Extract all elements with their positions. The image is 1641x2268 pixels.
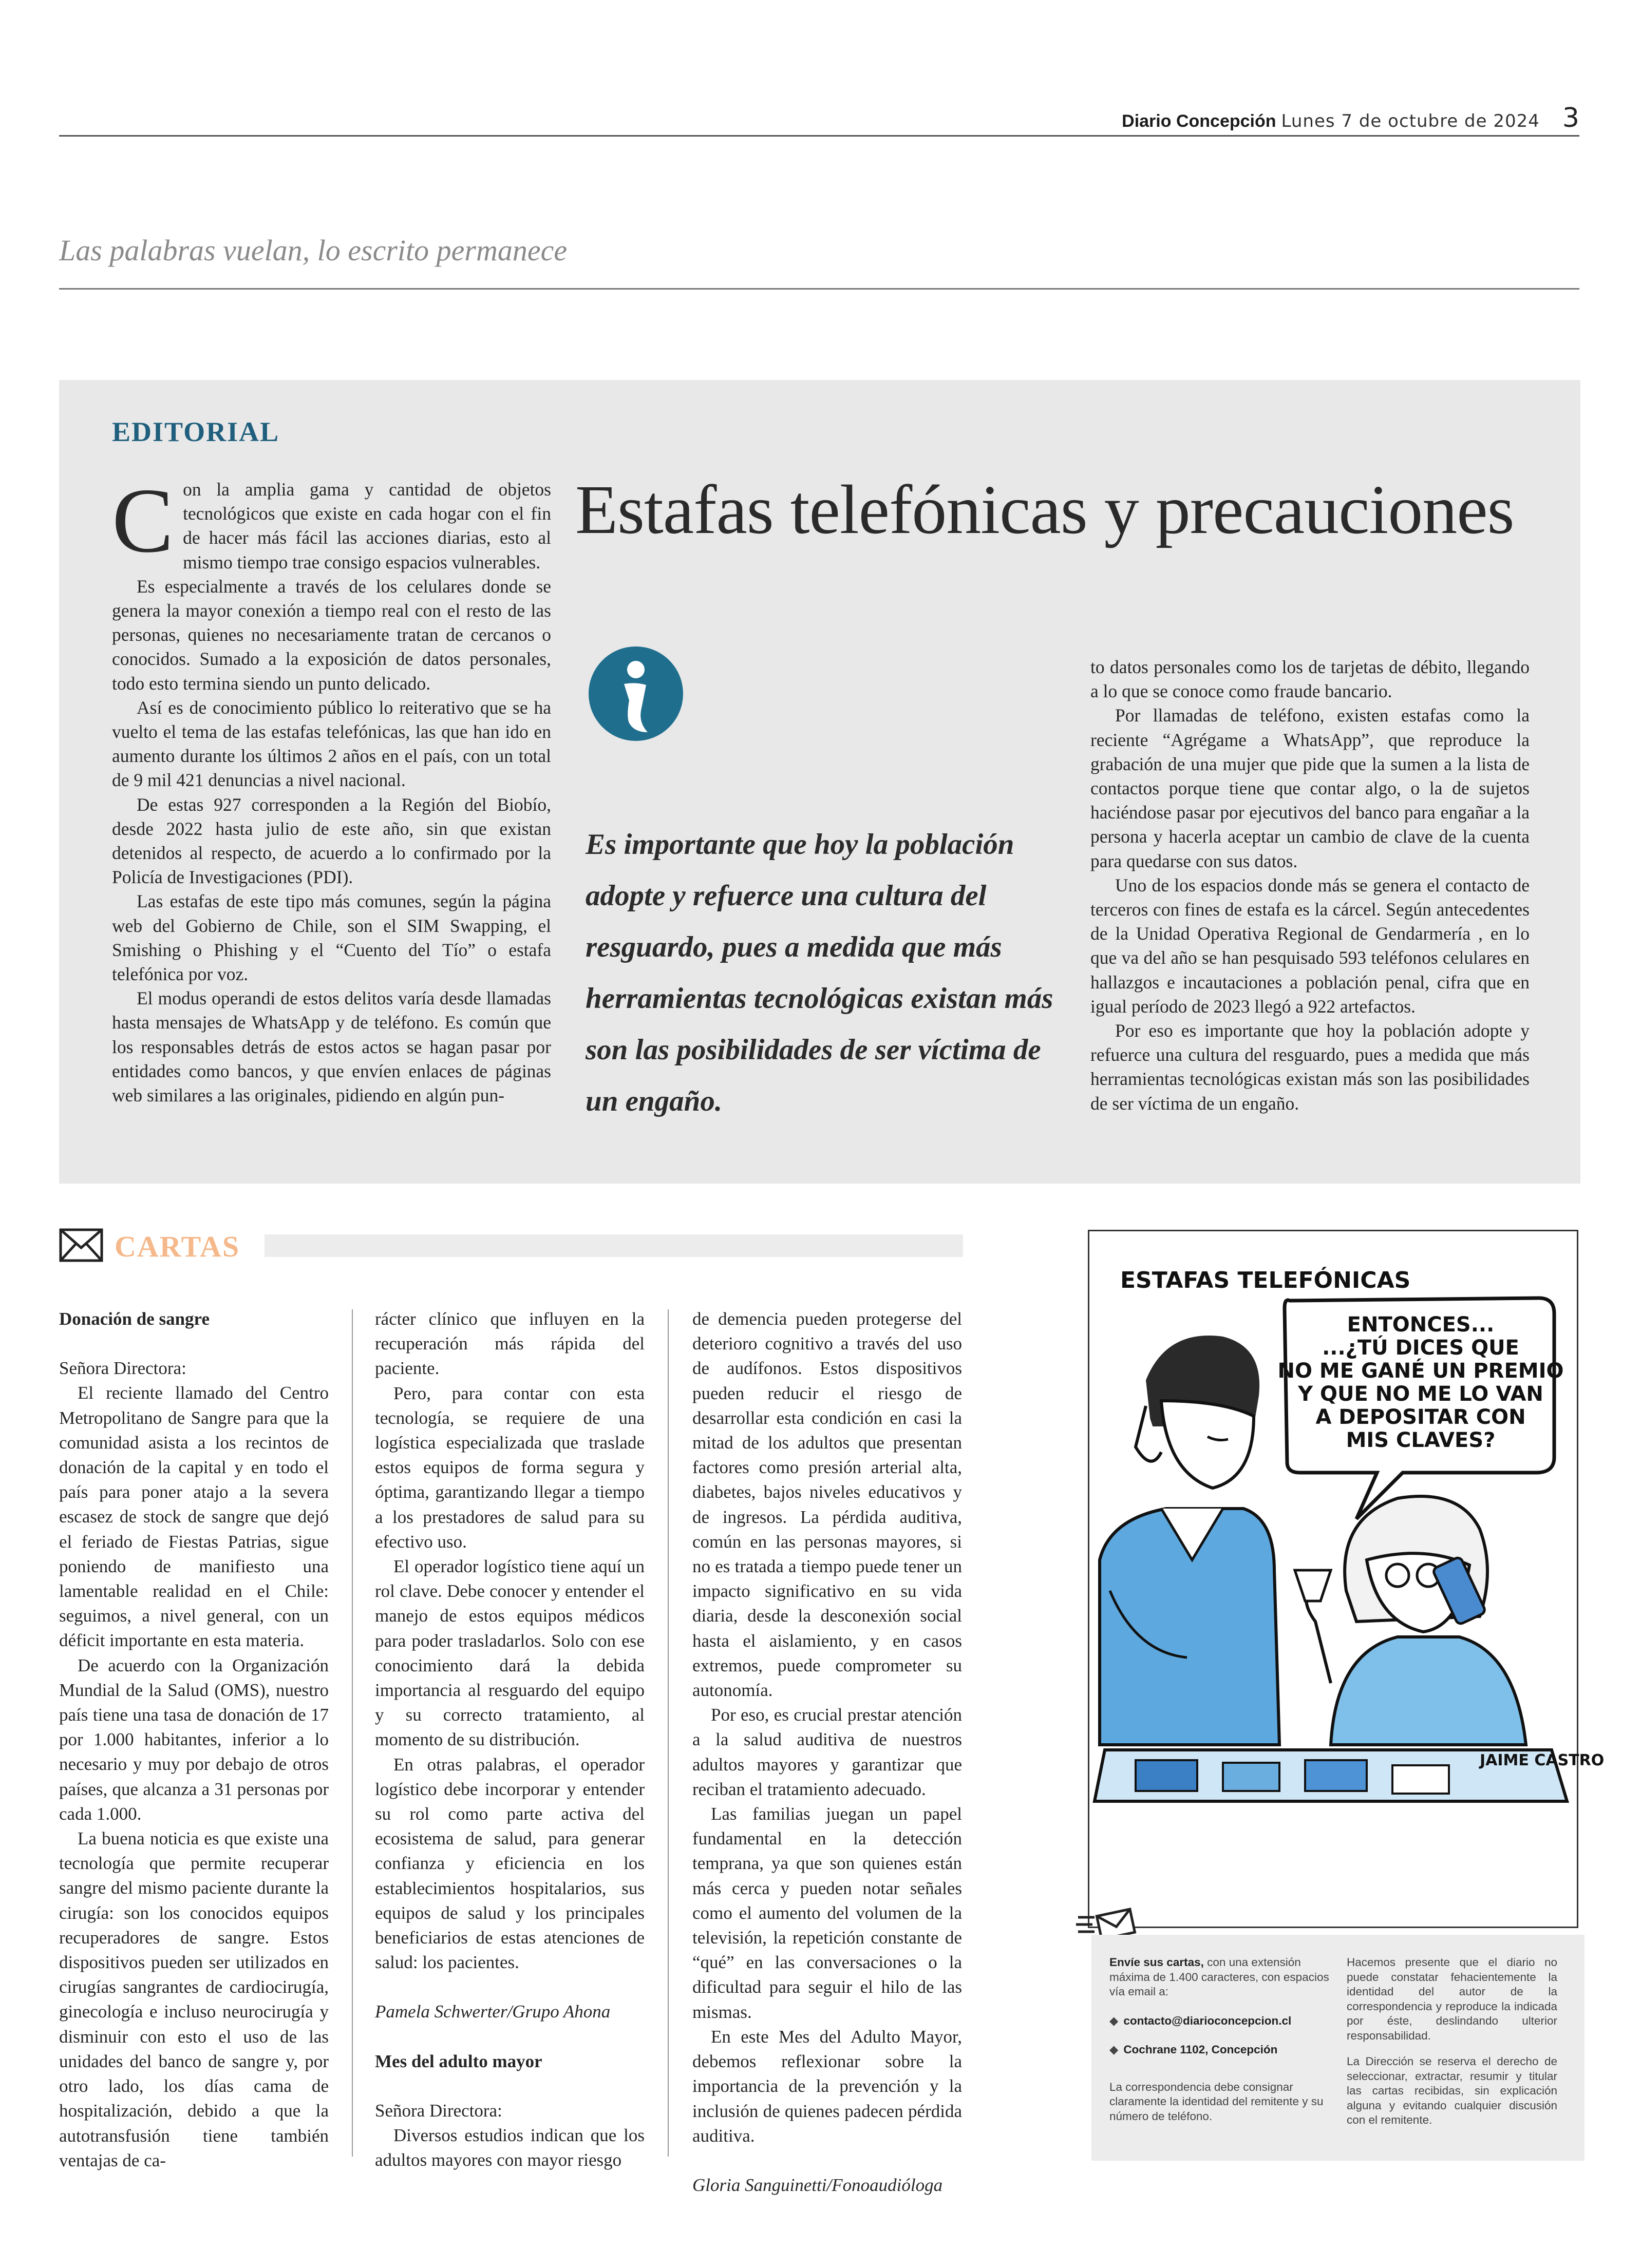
address-item <box>1109 2043 1330 2057</box>
correspondence-note: La correspondencia debe consignar claramente la identidad del remitente y su número de teléfono. <box>1109 2080 1324 2123</box>
send-label: Envíe sus cartas, <box>1109 1956 1204 1969</box>
editorial-column-3 <box>1090 655 1530 1116</box>
letter-paragraph: En este Mes del Adulto Mayor, debemos reflexionar sobre la importancia de la prevención y la inclusión de quienes padecen pérdida auditiva. <box>692 2026 962 2146</box>
diamond-bullet-icon: ◆ <box>1109 2014 1119 2027</box>
drop-cap: C <box>112 469 174 571</box>
issue-date: Lunes 7 de octubre de 2024 <box>1281 111 1540 131</box>
cartas-header <box>59 1227 963 1263</box>
letter-title: Mes del adulto mayor <box>375 2051 542 2071</box>
letter-paragraph: rácter clínico que influyen en la recuperación más rápida del paciente. <box>375 1309 645 1379</box>
editorial-paragraph <box>112 469 551 575</box>
email-item <box>1109 2014 1330 2029</box>
speech-line: ...¿TÚ DICES QUE <box>1322 1336 1519 1360</box>
editorial-label: EDITORIAL <box>112 416 280 447</box>
letter-salutation: Señora Directora: <box>375 2100 502 2121</box>
column-divider <box>668 1309 669 2157</box>
send-text: con una extensión máxima de 1.400 caracteres, con espacios vía email a: <box>1109 1956 1329 1998</box>
letters-info-right <box>1347 1955 1557 2128</box>
editorial-paragraph: Las estafas de este tipo más comunes, según la página web del Gobierno de Chile, son el SIM Swapping, el Smishing o Phishing y el “Cuento del Tío” o estafa telefónica por voz. <box>112 891 551 985</box>
letter-salutation: Señora Directora: <box>59 1358 186 1379</box>
cartoon-title: ESTAFAS TELEFÓNICAS <box>1120 1267 1411 1293</box>
letter-paragraph: Pero, para contar con esta tecnología, se requiere de una logística especializada que traslade estos equipos de forma segura y óptima, garantizando llegar a tiempo a los prestadores de salud para su efectivo uso. <box>375 1383 645 1552</box>
letter-paragraph: de demencia pueden protegerse del deterioro cognitivo a través del uso de audífonos. Estos dispositivos pueden reducir el riesgo de desarrollar esta condición en casi la mitad de los adultos que presentan factores como presión arterial alta, diabetes, bajos niveles educativos y de ingresos. La pérdida auditiva, común en las personas mayores, si no es tratada a tiempo puede tener un impacto significativo en su vida diaria, desde la desconexión social hasta el aislamiento, y en casos extremos, puede comprometer su autonomía. <box>692 1309 962 1701</box>
letter-signature: Gloria Sanguinetti/Fonoaudióloga <box>692 2175 943 2195</box>
letters-info-left <box>1109 1955 1330 2124</box>
disclaimer-text: Hacemos presente que el diario no puede constatar fehacientemente la identidad del autor de la correspondencia y reproduce la indicada por éste, deslindando ulterior responsabilidad. <box>1347 1956 1557 2042</box>
cartas-header-bar <box>265 1234 963 1257</box>
letter-paragraph: Por eso, es crucial prestar atención a la salud auditiva de nuestros adultos mayores y garantizar que reciban el tratamiento adecuado. <box>692 1705 962 1799</box>
info-icon <box>588 646 684 741</box>
letters-column-2 <box>375 1307 645 2173</box>
masthead-info <box>1122 103 1579 134</box>
speech-line: Y QUE NO ME LO VAN <box>1298 1382 1543 1406</box>
letters-column-3 <box>692 1307 962 2198</box>
letter-paragraph: De acuerdo con la Organización Mundial de la Salud (OMS), nuestro país tiene una tasa de donación de 17 por 1.000 habitantes, inferior a lo necesario y muy por debajo de otros países, que alcanza a 31 personas por cada 1.000. <box>59 1655 329 1824</box>
editorial-first-text: on la amplia gama y cantidad de objetos tecnológicos que existe en cada hogar con el fin de hacer más fácil las acciones diarias, esto al mismo tiempo trae consigo espacios vulnerables. <box>183 479 551 573</box>
letter-paragraph: En otras palabras, el operador logístico debe incorporar y entender su rol como parte activa del ecosistema de salud, para generar confianza y eficiencia en los establecimientos hospitalarios, sus equipos de salud y los principales beneficiarios de estas atenciones de salud: los pacientes. <box>375 1754 645 1973</box>
editorial-column-1 <box>112 469 551 1108</box>
young-man-figure <box>1100 1336 1279 1745</box>
older-woman-figure <box>1295 1496 1526 1745</box>
send-instructions <box>1109 1955 1330 1999</box>
editorial-paragraph: De estas 927 corresponden a la Región del Biobío, desde 2022 hasta julio de este año, sin que existan detenidos al respecto, de acuerdo a lo confirmado por la Policía de Investigaciones (PDI). <box>112 794 551 888</box>
cartas-title: CARTAS <box>115 1230 240 1263</box>
speech-line: ENTONCES... <box>1347 1313 1495 1337</box>
letter-paragraph: El operador logístico tiene aquí un rol clave. Debe conocer y entender el manejo de estos equipos médicos para poder trasladarlos. Solo con ese conocimiento dará la debida importancia al resguardo del equipo y su correcto tratamiento, al momento de su distribución. <box>375 1556 645 1750</box>
rights-text: La Dirección se reserva el derecho de seleccionar, extractar, resumir y titular las cartas recibidas, sin explicación alguna y evitando cualquier discusión con el remitente. <box>1347 2055 1557 2126</box>
tagline-text: Las palabras vuelan, lo escrito permanece <box>59 234 568 267</box>
letter-paragraph: La buena noticia es que existe una tecnología que permite recuperar sangre del mismo paciente durante la cirugía: son los conocidos equipos recuperadores de sangre. Estos dispositivos pueden ser utilizados en cirugías sangrantes de cardiocirugía, ginecología e incluso neurocirugía y disminuir con esto el uso de las unidades del banco de sangre y, por otro lado, los días cama de hospitalización, debido a que la autotransfusión tiene también ventajas de ca- <box>59 1828 329 2170</box>
contact-email[interactable]: contacto@diarioconcepcion.cl <box>1123 2014 1292 2027</box>
letter-title: Donación de sangre <box>59 1309 210 1329</box>
letter-signature: Pamela Schwerter/Grupo Ahona <box>375 2002 611 2022</box>
editorial-pull-quote: Es importante que hoy la población adopte y refuerce una cultura del resguardo, pues a medida que más herramientas tecnológicas existan más son las posibilidades de ser víctima de un engaño. <box>586 828 1053 1117</box>
editorial-paragraph: Es especialmente a través de los celulares donde se genera la mayor conexión a tiempo real con el resto de las personas, quienes no necesariamente tratan de cercanos o conocidos. Sumado a la exposición de datos personales, todo esto termina siendo un punto delicado. <box>112 576 551 694</box>
cartoon-illustration <box>1089 1231 1605 1930</box>
page-number: 3 <box>1562 103 1579 134</box>
letter-paragraph: Las familias juegan un papel fundamental en la detección temprana, ya que son quienes están más cerca y pueden notar señales como el aumento del volumen de la televisión, la repetición constante de “qué” en las conversaciones o la dificultad para seguir el hilo de las mismas. <box>692 1804 962 2022</box>
letter-paragraph: Diversos estudios indican que los adultos mayores con mayor riesgo <box>375 2125 645 2170</box>
cartoon-panel <box>1088 1230 1605 1928</box>
envelope-icon <box>59 1228 103 1262</box>
cartoonist-signature: JAIME CASTRO <box>1480 1751 1605 1769</box>
editorial-paragraph: Así es de conocimiento público lo reiterativo que se ha vuelto el tema de las estafas telefónicas, las que han ido en aumento durante los últimos 2 años en el país, con un total de 9 mil 421 denuncias a nivel nacional. <box>112 697 551 791</box>
masthead <box>59 103 1579 137</box>
editorial-headline: Estafas telefónicas y precauciones <box>575 471 1514 548</box>
letter-paragraph: El reciente llamado del Centro Metropolitano de Sangre para que la comunidad asista a los recintos de donación de la capital y en todo el país para poner atajo a la severa escasez de stock de sangre que dejó el feriado de Fiestas Patrias, sigue poniendo de manifiesto una lamentable realidad en el Chile: seguimos, a nivel general, con un déficit importante en esta materia. <box>59 1383 329 1651</box>
speech-line: NO ME GANÉ UN PREMIO <box>1277 1359 1564 1383</box>
editorial-paragraph: Por eso es importante que hoy la población adopte y refuerce una cultura del resguardo, pues a medida que más herramientas tecnológicas existan más son las posibilidades de ser víctima de un engaño. <box>1090 1020 1530 1114</box>
newspaper-name: Diario Concepción <box>1122 111 1276 131</box>
editorial-paragraph: Por llamadas de teléfono, existen estafas como la reciente “Agrégame a WhatsApp”, que reproduce la grabación de una mujer que pide que la sumen a la lista de contactos porque tiene que contar algo, o la de sujetos haciéndose pasar por ejecutivos del banco para engañar a la persona y hacerla aceptar un cambio de clave de la cuenta para quedarse con sus datos. <box>1090 705 1530 871</box>
column-divider <box>352 1309 353 2157</box>
editorial-paragraph: to datos personales como los de tarjetas de débito, llegando a lo que se conoce como fraude bancario. <box>1090 657 1530 702</box>
speech-line: MIS CLAVES? <box>1346 1428 1496 1452</box>
diamond-bullet-icon: ◆ <box>1109 2043 1119 2056</box>
editorial-paragraph: Uno de los espacios donde más se genera el contacto de terceros con fines de estafa es la cárcel. Según antecedentes de la Unidad Operativa Regional de Gendarmería , en lo que va del año se han pesquisado 593 teléfonos celulares en hallazgos e incautaciones a población penal, cifra que en igual período de 2023 llegó a 922 artefactos. <box>1090 874 1530 1017</box>
contact-address: Cochrane 1102, Concepción <box>1123 2043 1278 2056</box>
letters-column-1 <box>59 1307 329 2173</box>
speech-line: A DEPOSITAR CON <box>1315 1405 1526 1429</box>
editorial-paragraph: El modus operandi de estos delitos varía desde llamadas hasta mensajes de WhatsApp y de teléfono. Es común que los responsables detrás de estos actos se hagan pasar por entidades como bancos, y que envíen enlaces de páginas web similares a las originales, pidiendo en algún pun- <box>112 988 551 1106</box>
section-tagline <box>59 230 1579 290</box>
